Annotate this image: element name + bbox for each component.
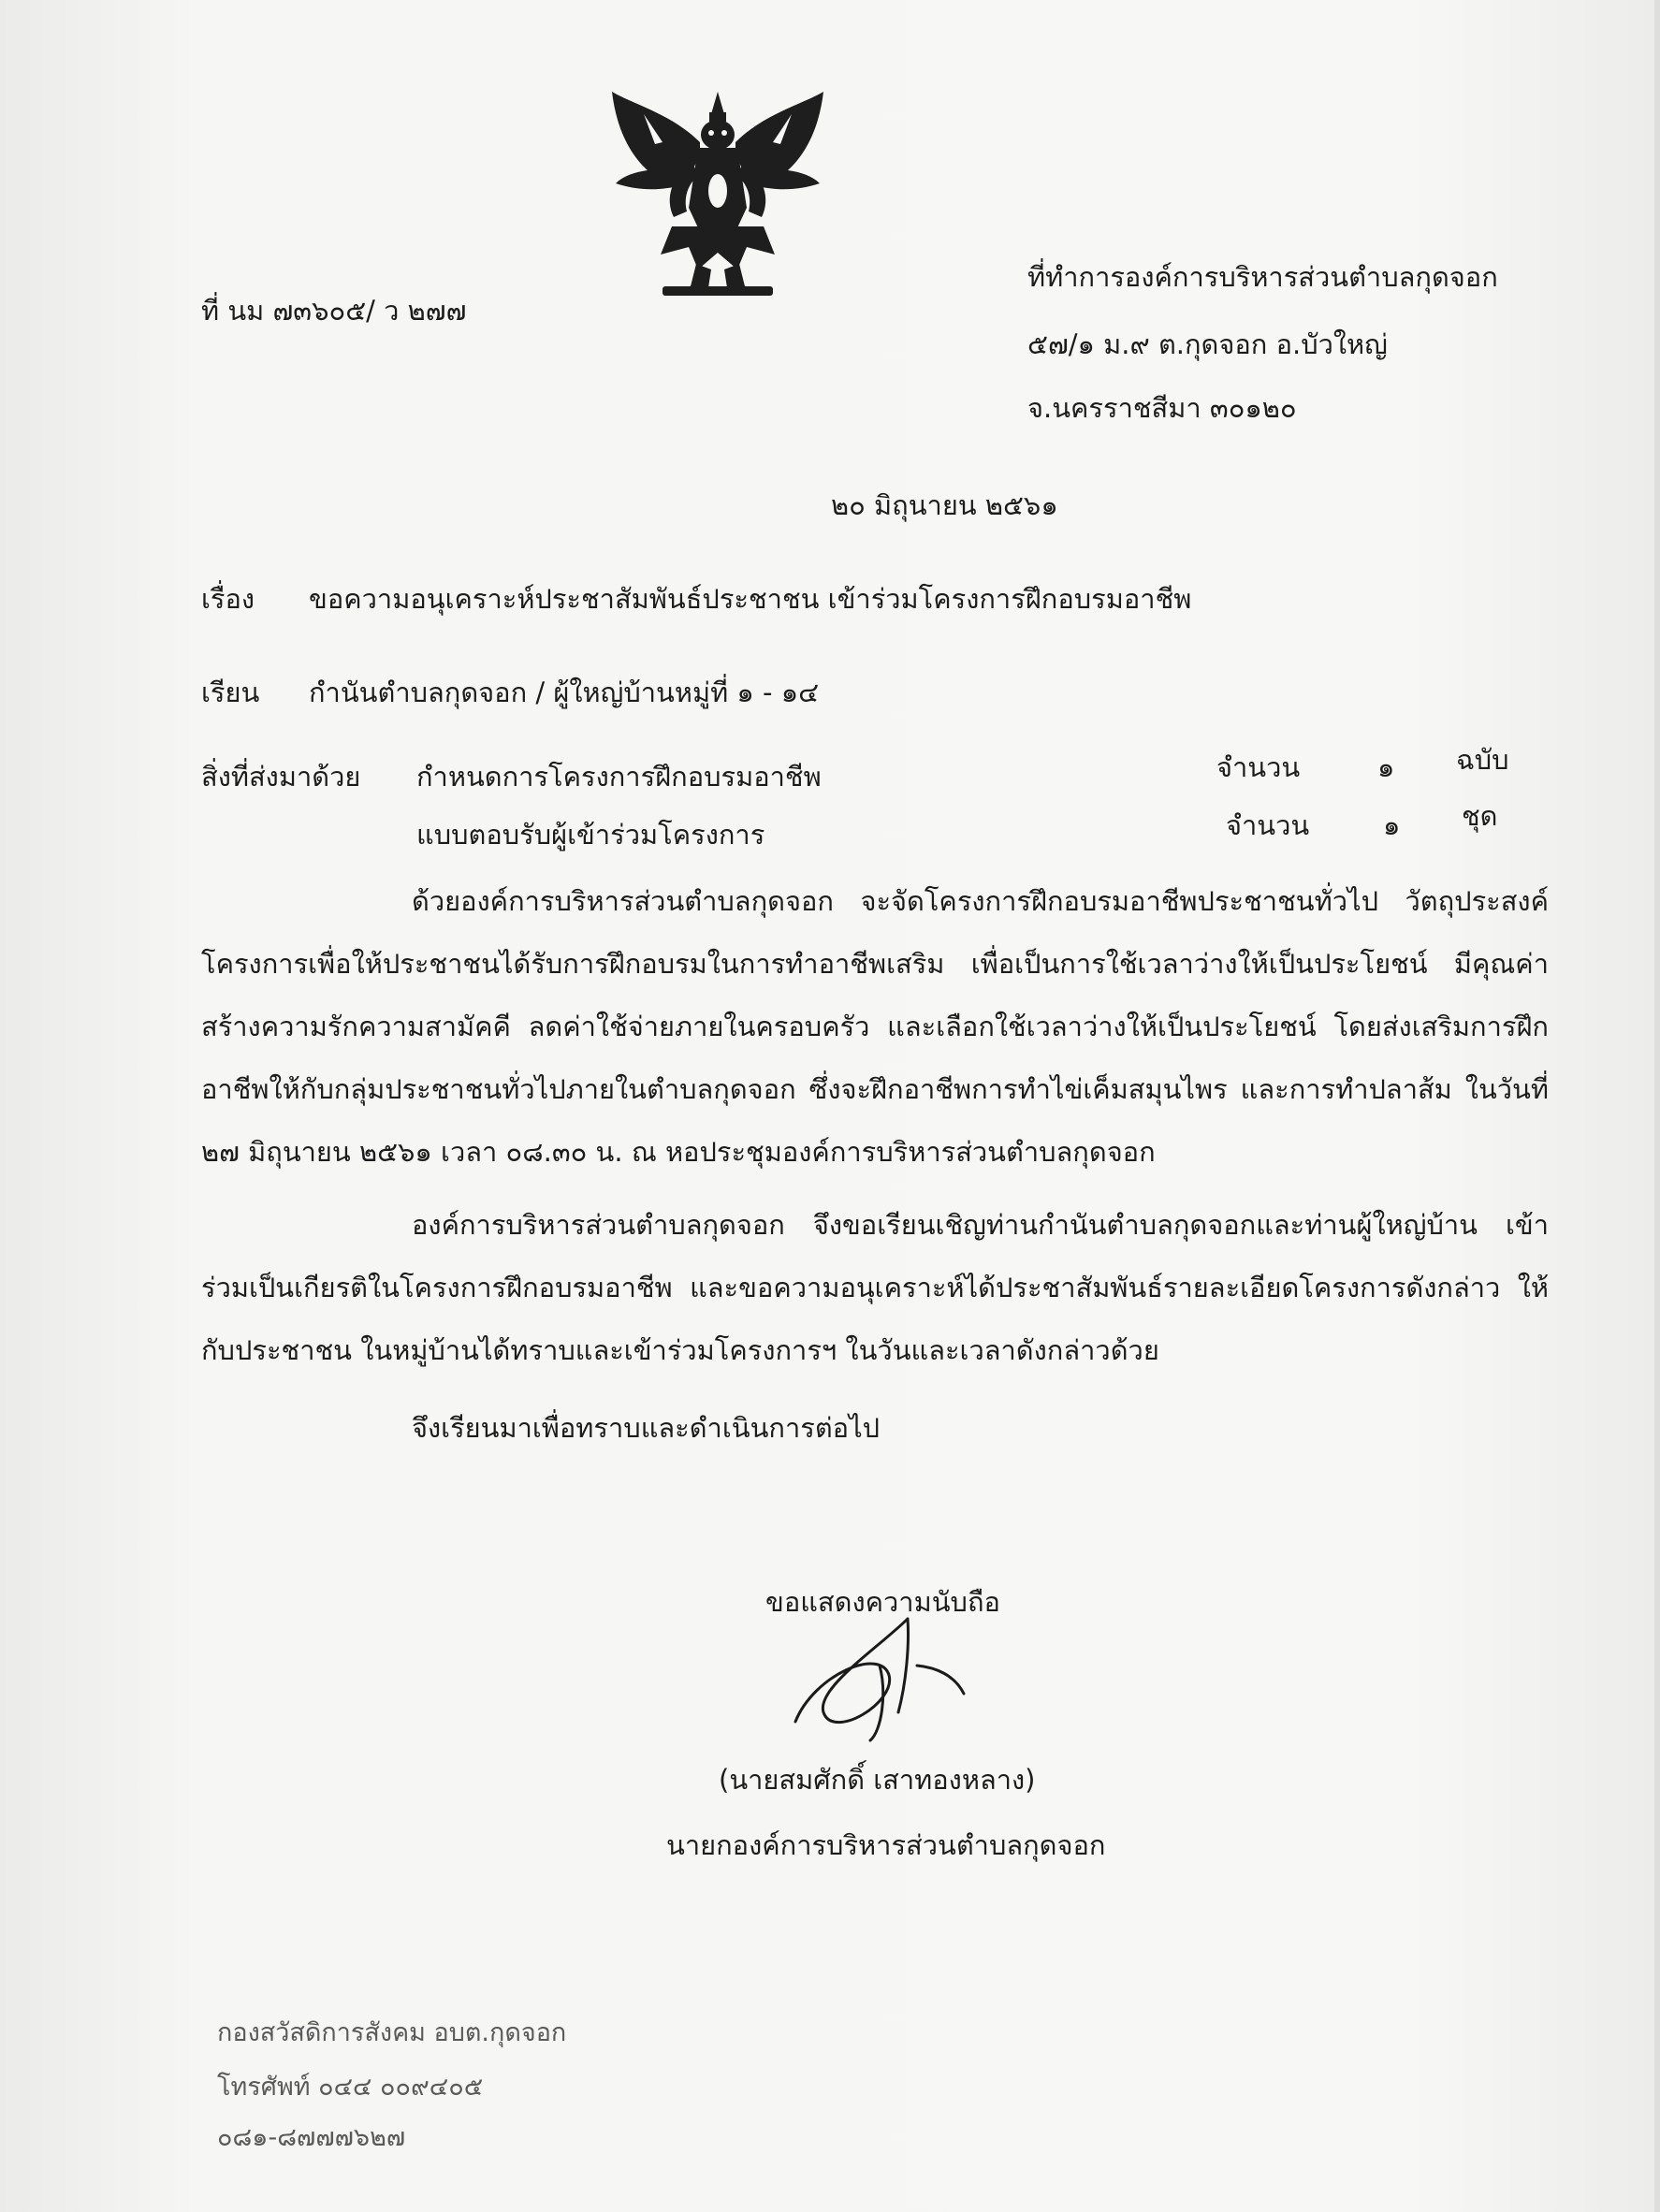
office-address-line-1: ที่ทำการองค์การบริหารส่วนตำบลกุดจอก <box>1027 261 1498 293</box>
footer-department: กองสวัสดิการสังคม อบต.กุดจอก <box>217 2018 567 2047</box>
enclosure-qty: ๑ <box>1377 751 1395 783</box>
office-address-line-2: ๕๗/๑ ม.๙ ต.กุดจอก อ.บัวใหญ่ <box>1027 328 1388 360</box>
closing-line: จึงเรียนมาเพื่อทราบและดำเนินการต่อไป <box>412 1412 881 1444</box>
office-address-line-3: จ.นครราชสีมา ๓๐๑๒๐ <box>1027 392 1297 424</box>
letter-date: ๒๐ มิถุนายน ๒๕๖๑ <box>831 489 1058 521</box>
footer-phone: โทรศัพท์ ๐๔๔ ๐๐๙๔๐๕ <box>217 2073 484 2102</box>
enclosures-label: สิ่งที่ส่งมาด้วย <box>201 761 361 793</box>
recipient-text: กำนันตำบลกุดจอก / ผู้ใหญ่บ้านหมู่ที่ ๑ - ๑๔ <box>309 677 820 708</box>
enclosure-qty-label: จำนวน <box>1226 809 1310 841</box>
enclosure-unit: ชุด <box>1462 800 1498 832</box>
footer-phone-2: ๐๘๑-๘๗๗๗๖๒๗ <box>217 2123 406 2152</box>
body-paragraph-2: องค์การบริหารส่วนตำบลกุดจอก จึงขอเรียนเชิญท่านกำนันตำบลกุดจอกและท่านผู้ใหญ่บ้าน เข้าร่วมเป็นเกียรติในโครงการฝึกอบรมอาชีพ และขอความอนุเคราะห์ได้ประชาสัมพันธ์รายละเอียดโครงการดังกล่าว ให้กับประชาชน ในหมู่บ้านได้ทราบและเข้าร่วมโครงการฯ ในวันและเวลาดังกล่าวด้วย <box>201 1209 1549 1366</box>
page-edge <box>1654 0 1660 2212</box>
signature-scribble <box>777 1609 992 1750</box>
subject-label: เรื่อง <box>201 583 255 615</box>
enclosure-item-text: แบบตอบรับผู้เข้าร่วมโครงการ <box>416 819 765 851</box>
salutation: ขอแสดงความนับถือ <box>765 1586 1000 1618</box>
subject-text: ขอความอนุเคราะห์ประชาสัมพันธ์ประชาชน เข้าร่วมโครงการฝึกอบรมอาชีพ <box>309 583 1192 615</box>
body-paragraph-1: ด้วยองค์การบริหารส่วนตำบลกุดจอก จะจัดโครงการฝึกอบรมอาชีพประชาชนทั่วไป วัตถุประสงค์โครงการเพื่อให้ประชาชนได้รับการฝึกอบรมในการทำอาชีพเสริม เพื่อเป็นการใช้เวลาว่างให้เป็นประโยชน์ มีคุณค่า สร้างความรักความสามัคคี ลดค่าใช้จ่ายภายในครอบครัว และเลือกใช้เวลาว่างให้เป็นประโยชน์ โดยส่งเสริมการฝึกอาชีพให้กับกลุ่มประชาชนทั่วไปภายในตำบลกุดจอก ซึ่งจะฝึกอาชีพการทำไข่เค็มสมุนไพร และการทำปลาส้ม ในวันที่ ๒๗ มิถุนายน ๒๕๖๑ เวลา ๐๘.๓๐ น. ณ หอประชุมองค์การบริหารส่วนตำบลกุดจอก <box>201 885 1549 1168</box>
signatory-name: (นายสมศักดิ์ เสาทองหลาง) <box>719 1764 1036 1796</box>
recipient-label: เรียน <box>201 677 260 708</box>
enclosure-item-text: กำหนดการโครงการฝึกอบรมอาชีพ <box>416 761 822 793</box>
enclosure-qty-label: จำนวน <box>1216 751 1301 783</box>
signatory-position: นายกองค์การบริหารส่วนตำบลกุดจอก <box>666 1829 1106 1861</box>
document-number: ที่ นม ๗๓๖๐๕/ ว ๒๗๗ <box>201 295 467 327</box>
enclosure-qty: ๑ <box>1383 809 1401 841</box>
garuda-emblem-icon <box>606 86 829 301</box>
enclosure-unit: ฉบับ <box>1456 744 1509 776</box>
